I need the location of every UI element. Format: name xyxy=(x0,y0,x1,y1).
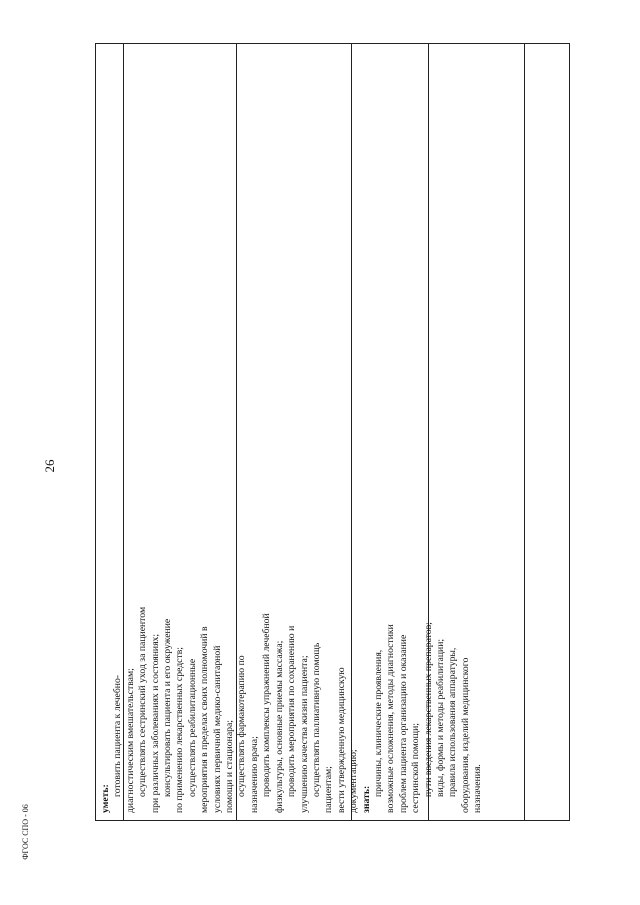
skill-line: осуществлять фармакотерапию по xyxy=(236,655,248,797)
skill-line: помощи и стационара; xyxy=(224,720,236,813)
skill-line: готовить пациента к лечебно- xyxy=(112,674,124,797)
knowledge-line: правила использования аппаратуры, xyxy=(447,647,459,797)
skill-line: мероприятия в пределах своих полномочий в xyxy=(199,626,211,813)
skill-line: документацию; xyxy=(348,749,360,813)
knowledge-line: пути введения лекарственных препаратов; xyxy=(422,622,434,797)
knowledge-line: виды, формы и методы реабилитации; xyxy=(434,638,446,797)
knowledge-line: причины, клинические проявления, xyxy=(372,649,384,797)
skill-line: по применению лекарственных средств; xyxy=(174,647,186,813)
skill-line: проводить мероприятия по сохранению и xyxy=(286,625,298,797)
skill-line: условиях первичной медико-санитарной xyxy=(211,645,223,813)
skill-line: пациентам; xyxy=(323,766,335,813)
footer-code: ФГОС СПО - 06 xyxy=(21,804,30,860)
skill-line: проводить комплексы упражнений лечебной xyxy=(261,613,273,797)
skill-line: физкультуры, основные приемы массажа; xyxy=(273,640,285,813)
knowledge-line: назначения. xyxy=(472,764,484,813)
knowledge-line: сестринской помощи; xyxy=(410,723,422,813)
skill-line: при различных заболеваниях и состояниях; xyxy=(149,633,161,813)
page-number: 26 xyxy=(42,459,57,473)
skills-heading: уметь: xyxy=(100,784,111,813)
skill-line: вести утвержденную медицинскую xyxy=(335,667,347,813)
knowledge-line: возможные осложнения, методы диагностики xyxy=(385,624,397,813)
table-cell-requirements xyxy=(100,305,540,815)
skill-line: осуществлять сестринский уход за пациентом xyxy=(137,606,149,797)
knowledge-line: оборудования, изделий медицинского xyxy=(459,657,471,813)
requirements-text xyxy=(100,305,485,815)
skill-line: осуществлять паллиативную помощь xyxy=(310,642,322,797)
skill-line: диагностическим вмешательствам; xyxy=(124,668,136,813)
skill-line: улучшению качества жизни пациента; xyxy=(298,655,310,813)
skill-line: консультировать пациента и его окружение xyxy=(162,618,174,797)
knowledge-list xyxy=(373,305,485,813)
skill-line: осуществлять реабилитационные xyxy=(186,658,198,797)
knowledge-heading: знать: xyxy=(360,785,372,813)
skill-line: назначению врача; xyxy=(248,736,260,813)
knowledge-line: проблем пациента организацию и оказание xyxy=(397,634,409,813)
skills-list xyxy=(112,305,360,813)
